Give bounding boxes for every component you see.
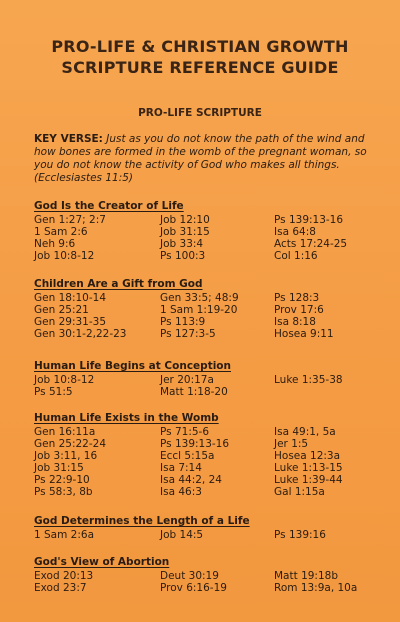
section-subheading: PRO-LIFE SCRIPTURE: [138, 107, 262, 119]
reference-list-creator-of-life: [34, 214, 379, 262]
reference-entry: Luke 1:39-44: [274, 474, 343, 486]
reference-entry: Prov 6:16-19: [160, 582, 227, 594]
reference-entry: Jer 20:17a: [160, 374, 214, 386]
reference-entry: Isa 8:18: [274, 316, 316, 328]
reference-list-children-gift: [34, 292, 379, 340]
reference-entry: Ps 139:13-16: [160, 438, 230, 450]
reference-entry: Gen 16:11a: [34, 426, 96, 438]
reference-list-life-in-womb: [34, 426, 379, 498]
reference-row: [34, 328, 379, 340]
reference-entry: Acts 17:24-25: [274, 238, 348, 250]
reference-list-life-begins-conception: [34, 374, 379, 398]
reference-entry: Ps 100:3: [160, 250, 206, 262]
document-title-line2: SCRIPTURE REFERENCE GUIDE: [61, 58, 339, 77]
reference-entry: 1 Sam 1:19-20: [160, 304, 238, 316]
reference-row: [34, 374, 379, 386]
reference-entry: Exod 23:7: [34, 582, 87, 594]
reference-entry: Prov 17:6: [274, 304, 324, 316]
section-heading-length-of-life: God Determines the Length of a Life: [34, 515, 250, 527]
reference-entry: Ps 127:3-5: [160, 328, 216, 340]
reference-entry: Deut 30:19: [160, 570, 219, 582]
reference-entry: Rom 13:9a, 10a: [274, 582, 358, 594]
section-heading-creator-of-life: God Is the Creator of Life: [34, 200, 184, 212]
reference-entry: 1 Sam 2:6a: [34, 529, 95, 541]
reference-entry: Job 10:8-12: [34, 374, 95, 386]
reference-row: [34, 238, 379, 250]
key-verse: [34, 133, 374, 185]
reference-entry: Isa 7:14: [160, 462, 202, 474]
reference-entry: Job 31:15: [34, 462, 84, 474]
reference-entry: Ps 58:3, 8b: [34, 486, 93, 498]
reference-entry: Job 33:4: [160, 238, 204, 250]
reference-row: [34, 226, 379, 238]
section-heading-life-begins-conception: Human Life Begins at Conception: [34, 360, 231, 372]
reference-entry: Gen 25:22-24: [34, 438, 106, 450]
reference-entry: Isa 46:3: [160, 486, 202, 498]
reference-row: [34, 316, 379, 328]
reference-row: [34, 529, 379, 541]
reference-entry: Eccl 5:15a: [160, 450, 215, 462]
reference-entry: Job 10:8-12: [34, 250, 95, 262]
reference-row: [34, 570, 379, 582]
reference-row: [34, 474, 379, 486]
reference-entry: Ps 128:3: [274, 292, 320, 304]
reference-row: [34, 250, 379, 262]
reference-entry: Matt 1:18-20: [160, 386, 228, 398]
reference-list-length-of-life: [34, 529, 379, 541]
reference-row: [34, 450, 379, 462]
key-verse-text: Just as you do not know the path of the wind and how bones are formed in the womb of the pregnant woman, so you do not know the activity of God who makes all things. (Ecclesiastes 11:5): [34, 133, 367, 184]
reference-row: [34, 462, 379, 474]
reference-entry: 1 Sam 2:6: [34, 226, 88, 238]
reference-entry: Hosea 9:11: [274, 328, 334, 340]
reference-entry: Ps 113:9: [160, 316, 206, 328]
reference-entry: Ps 139:13-16: [274, 214, 344, 226]
reference-entry: Isa 44:2, 24: [160, 474, 222, 486]
reference-entry: Ps 22:9-10: [34, 474, 90, 486]
reference-row: [34, 214, 379, 226]
reference-entry: Gen 33:5; 48:9: [160, 292, 239, 304]
document-title-line1: PRO-LIFE & CHRISTIAN GROWTH: [51, 37, 349, 56]
section-heading-life-in-womb: Human Life Exists in the Womb: [34, 412, 219, 424]
reference-row: [34, 304, 379, 316]
reference-row: [34, 292, 379, 304]
reference-entry: [274, 386, 379, 398]
reference-list-view-of-abortion: [34, 570, 379, 594]
reference-entry: Job 12:10: [160, 214, 210, 226]
reference-entry: Gen 29:31-35: [34, 316, 106, 328]
key-verse-label: KEY VERSE:: [34, 133, 103, 145]
section-heading-view-of-abortion: God's View of Abortion: [34, 556, 170, 568]
reference-entry: Hosea 12:3a: [274, 450, 341, 462]
reference-row: [34, 438, 379, 450]
reference-row: [34, 582, 379, 594]
reference-entry: Gal 1:15a: [274, 486, 325, 498]
reference-row: [34, 386, 379, 398]
reference-row: [34, 426, 379, 438]
reference-entry: Gen 1:27; 2:7: [34, 214, 106, 226]
reference-entry: Exod 20:13: [34, 570, 94, 582]
reference-entry: Gen 25:21: [34, 304, 89, 316]
reference-entry: Job 31:15: [160, 226, 210, 238]
section-heading-children-gift: Children Are a Gift from God: [34, 278, 203, 290]
reference-entry: Isa 49:1, 5a: [274, 426, 336, 438]
reference-row: [34, 486, 379, 498]
reference-entry: Matt 19:18b: [274, 570, 338, 582]
reference-entry: Luke 1:13-15: [274, 462, 343, 474]
reference-entry: Ps 51:5: [34, 386, 73, 398]
reference-entry: Jer 1:5: [274, 438, 309, 450]
reference-entry: Ps 139:16: [274, 529, 326, 541]
reference-entry: Ps 71:5-6: [160, 426, 210, 438]
reference-entry: Neh 9:6: [34, 238, 76, 250]
reference-entry: Job 14:5: [160, 529, 204, 541]
reference-entry: Col 1:16: [274, 250, 318, 262]
reference-entry: Gen 18:10-14: [34, 292, 106, 304]
reference-entry: Luke 1:35-38: [274, 374, 343, 386]
reference-entry: Job 3:11, 16: [34, 450, 98, 462]
reference-entry: Isa 64:8: [274, 226, 316, 238]
reference-entry: Gen 30:1-2,22-23: [34, 328, 127, 340]
